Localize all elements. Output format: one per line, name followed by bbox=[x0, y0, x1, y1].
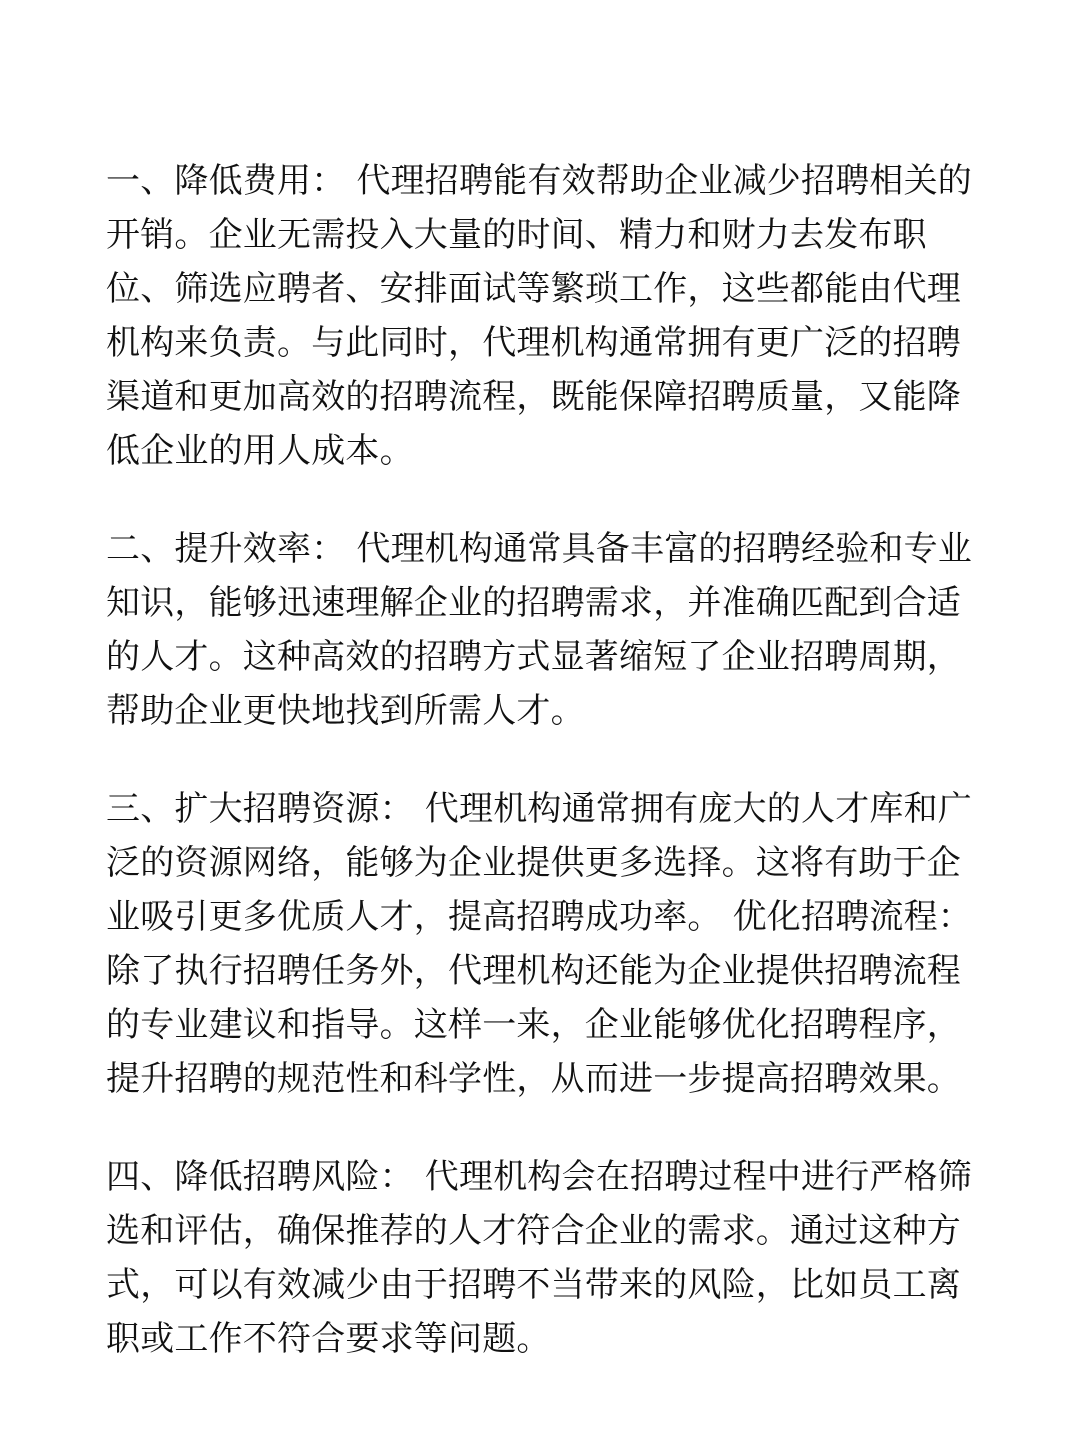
paragraph-improve-efficiency: 二、提升效率： 代理机构通常具备丰富的招聘经验和专业知识，能够迅速理解企业的招聘需求，并准确匹配到合适的人才。这种高效的招聘方式显著缩短了企业招聘周期，帮助企业更快地找到所需人才。 bbox=[106, 529, 973, 731]
paragraph-expand-resources: 三、扩大招聘资源： 代理机构通常拥有庞大的人才库和广泛的资源网络，能够为企业提供更多选择。这将有助于企业吸引更多优质人才，提高招聘成功率。 优化招聘流程： 除了执行招聘任务外，代理机构还能为企业提供招聘流程的专业建议和指导。这样一来，企业能够优化招聘程序，提升招聘的规范性和科学性，从而进一步提高招聘效果。 bbox=[106, 789, 973, 1099]
paragraph-reduce-cost: 一、降低费用： 代理招聘能有效帮助企业减少招聘相关的开销。企业无需投入大量的时间、精力和财力去发布职位、筛选应聘者、安排面试等繁琐工作，这些都能由代理机构来负责。与此同时，代理机构通常拥有更广泛的招聘渠道和更加高效的招聘流程，既能保障招聘质量，又能降低企业的用人成本。 bbox=[106, 161, 973, 471]
article-page bbox=[106, 154, 978, 1366]
paragraph-reduce-risk: 四、降低招聘风险： 代理机构会在招聘过程中进行严格筛选和评估，确保推荐的人才符合企业的需求。通过这种方式，可以有效减少由于招聘不当带来的风险，比如员工离职或工作不符合要求等问题。 bbox=[106, 1157, 973, 1359]
